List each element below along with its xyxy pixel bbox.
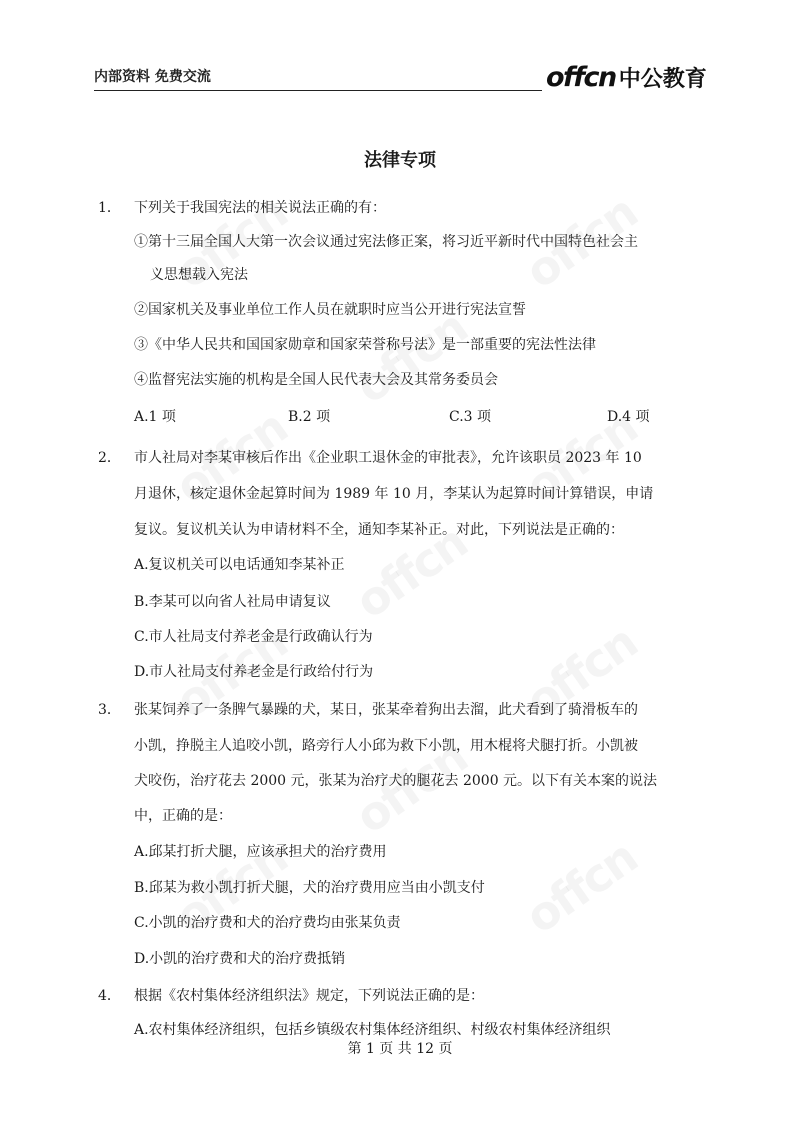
question-1-option-d: D.4 项 (607, 409, 650, 425)
question-1-statement-1-cont: 义思想载入宪法 (150, 267, 248, 283)
question-1-statement-4: ④监督宪法实施的机构是全国人民代表大会及其常务委员会 (134, 372, 498, 388)
question-1-statement-3: ③《中华人民共和国国家勋章和国家荣誉称号法》是一部重要的宪法性法律 (134, 337, 596, 353)
logo-latin-text: offcn (546, 61, 616, 93)
question-1-stem: 下列关于我国宪法的相关说法正确的有： (134, 200, 386, 216)
question-2-number: 2． (98, 450, 121, 466)
page-number: 第 1 页 共 12 页 (347, 1041, 453, 1057)
question-3-option-d: D.小凯的治疗费和犬的治疗费抵销 (134, 951, 346, 967)
question-1-option-c: C.3 项 (449, 409, 492, 425)
question-2-option-b: B.李某可以向省人社局申请复议 (134, 594, 331, 610)
question-1-option-a: A.1 项 (134, 409, 176, 425)
question-4-number: 4． (98, 988, 121, 1004)
question-3-stem-line-4: 中，正确的是： (134, 808, 232, 824)
question-3-option-c: C.小凯的治疗费和犬的治疗费均由张某负责 (134, 915, 401, 931)
question-2-option-c: C.市人社局支付养老金是行政确认行为 (134, 629, 373, 645)
question-4-option-a: A.农村集体经济组织，包括乡镇级农村集体经济组织、村级农村集体经济组织 (134, 1022, 611, 1038)
logo-cn-text: 中公教育 (618, 66, 707, 92)
question-1-number: 1． (98, 200, 121, 216)
question-3-stem-line-1: 张某饲养了一条脾气暴躁的犬，某日，张某牵着狗出去溜，此犬看到了骑滑板车的 (134, 702, 638, 718)
question-3-number: 3． (98, 702, 121, 718)
question-2-stem-line-3: 复议。复议机关认为申请材料不全，通知李某补正。对此，下列说法是正确的： (134, 522, 624, 538)
header-label: 内部资料 免费交流 (94, 69, 211, 85)
question-1-statement-2: ②国家机关及事业单位工作人员在就职时应当公开进行宪法宣誓 (134, 302, 526, 318)
question-4-stem: 根据《农村集体经济组织法》规定，下列说法正确的是： (134, 988, 484, 1004)
question-2-option-d: D.市人社局支付养老金是行政给付行为 (134, 664, 374, 680)
question-3-option-b: B.邱某为救小凯打折犬腿，犬的治疗费用应当由小凯支付 (134, 880, 485, 896)
question-3-option-a: A.邱某打折犬腿，应该承担犬的治疗费用 (134, 844, 387, 860)
header-divider (94, 90, 542, 91)
question-2-option-a: A.复议机关可以电话通知李某补正 (134, 557, 345, 573)
offcn-logo (546, 60, 707, 94)
question-1-statement-1: ①第十三届全国人大第一次会议通过宪法修正案，将习近平新时代中国特色社会主 (134, 234, 638, 250)
question-3-stem-line-2: 小凯，挣脱主人追咬小凯，路旁行人小邱为救下小凯，用木棍将犬腿打折。小凯被 (134, 738, 638, 754)
question-2-stem-line-1: 市人社局对李某审核后作出《企业职工退休金的审批表》，允许该职员 2023 年 10 (134, 450, 642, 466)
question-2-stem-line-2: 月退休，核定退休金起算时间为 1989 年 10 月，李某认为起算时间计算错误，申请 (134, 486, 654, 502)
page-title: 法律专项 (364, 150, 436, 171)
watermark-11 (516, 830, 647, 944)
question-1-option-b: B.2 项 (288, 409, 331, 425)
question-3-stem-line-3: 犬咬伤，治疗花去 2000 元，张某为治疗犬的腿花去 2000 元。以下有关本案的说法 (134, 773, 658, 789)
